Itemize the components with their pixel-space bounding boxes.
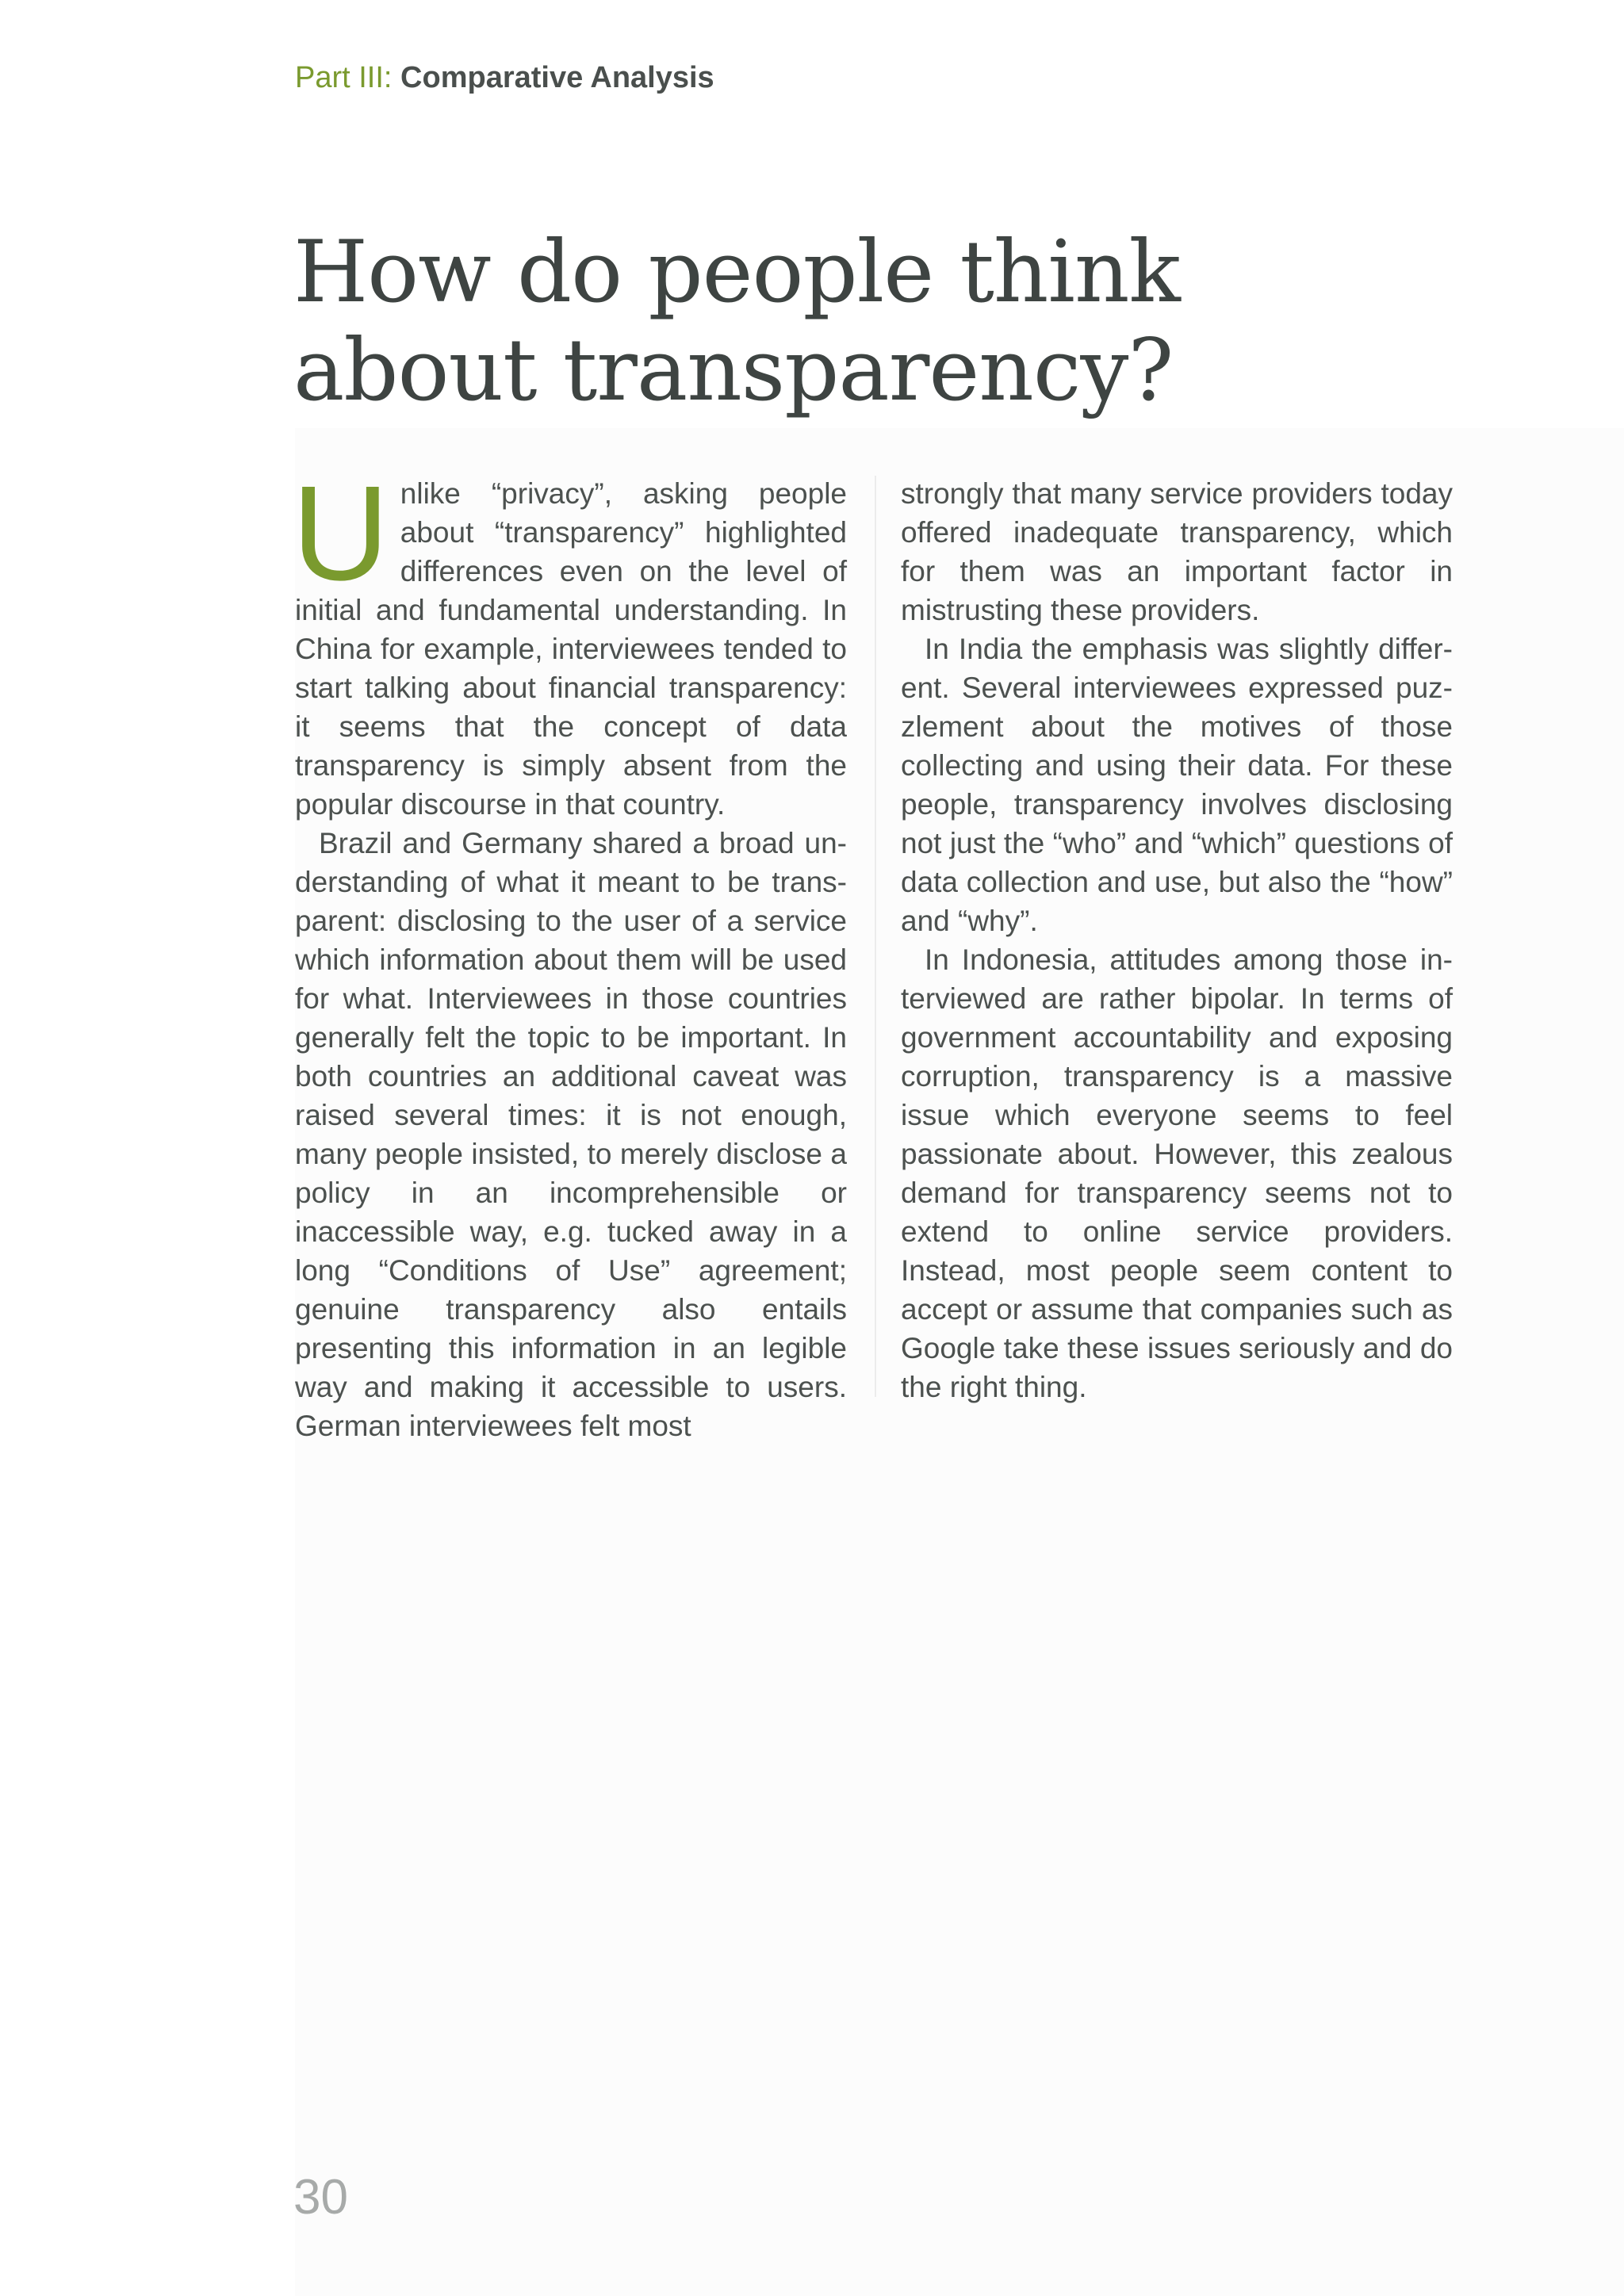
running-header bbox=[295, 59, 714, 97]
paragraph-intro-text: nlike “privacy”, asking people about “transparency” highlighted differences even on the level of initial and fundamental understanding. In China for example, interviewees tended to start talking about financial transparency: it seems that the concept of data transparency is simply absent from the popular discourse in that country. bbox=[295, 477, 847, 821]
page-title-line-1: How do people think bbox=[293, 223, 1180, 322]
header-section-title: Comparative Analysis bbox=[400, 61, 714, 94]
paragraph-indonesia: In Indonesia, attitudes among those interviewed are rather bipolar. In terms of government accountability and exposing corruption, transparency is a massive issue which everyone seems to feel passionate about. However, this zealous demand for transparency seems not to extend to online service providers. Instead, most people seem content to accept or assume that companies such as Google take these issues seriously and do the right thing. bbox=[901, 943, 1453, 1403]
column-divider bbox=[875, 476, 876, 1397]
left-column bbox=[292, 458, 847, 1445]
drop-cap: U bbox=[292, 458, 389, 609]
paragraph-intro bbox=[292, 458, 847, 824]
header-part-label: Part III: bbox=[295, 61, 401, 94]
page-number: 30 bbox=[293, 2170, 348, 2225]
right-column bbox=[901, 474, 1453, 1406]
paragraph-continued: strongly that many service providers today offered inadequate transparency, which for them was an important factor in mistrusting these providers. bbox=[901, 477, 1453, 626]
paragraph-brazil-germany: Brazil and Germany shared a broad understanding of what it meant to be transparent: disclosing to the user of a service which information about them will be used for what. Interviewees in those countries generally felt the topic to be important. In both countries an additional caveat was raised several times: it is not enough, many people insisted, to merely disclose a policy in an incomprehensible or inaccessible way, e.g. tucked away in a long “Conditions of Use” agreement; genuine transparency also entails presenting this information in an legible way and making it accessible to users. German interviewees felt most bbox=[295, 827, 847, 1442]
paragraph-india: In India the emphasis was slightly different. Several interviewees expressed puzzlement about the motives of those collecting and using their data. For these people, transparency involves disclosing not just the “who” and “which” questions of data collection and use, but also the “how” and “why”. bbox=[901, 633, 1453, 937]
page-title bbox=[293, 224, 1324, 420]
page-title-line-2: about transparency? bbox=[293, 321, 1174, 420]
